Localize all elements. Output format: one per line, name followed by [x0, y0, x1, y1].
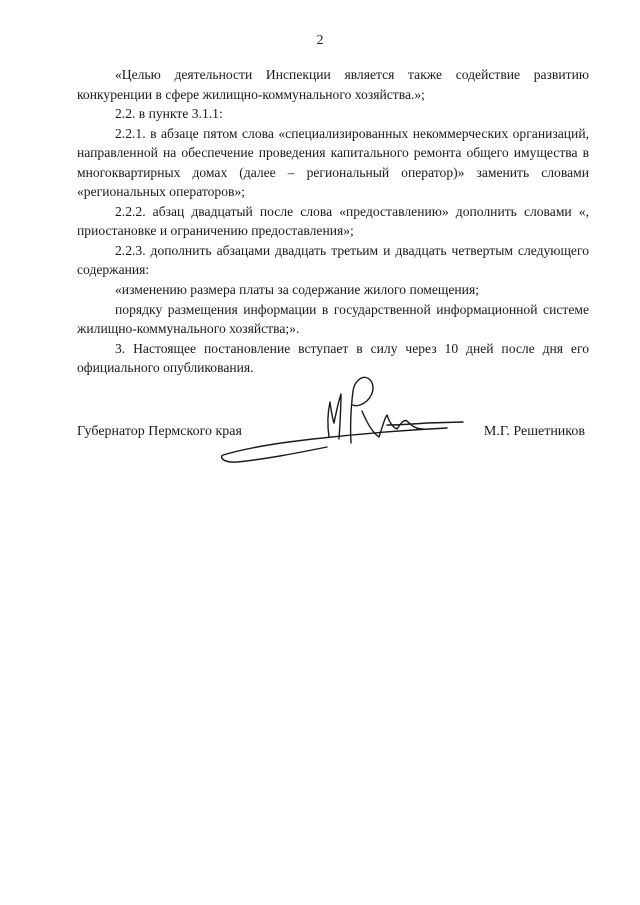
paragraph-inspection-goal: «Целью деятельности Инспекции является также содействие развитию конкуренции в сфере жилищно-коммунального хозяйства.»;	[77, 67, 589, 102]
paragraph-2-2-2: 2.2.2. абзац двадцатый после слова «предоставлению» дополнить словами «, приостановке и ограничению предоставления»;	[77, 203, 589, 239]
signatory-role: Губернатор Пермского края	[77, 424, 242, 439]
handwritten-signature	[217, 365, 517, 475]
document-body	[77, 65, 589, 378]
paragraph-2-2-1: 2.2.1. в абзаце пятом слова «специализированных некоммерческих организаций, направленной на обеспечение проведения капитального ремонта общего имущества в многоквартирных домах (далее – региональный оператор)» заменить словами «региональных операторов»;	[77, 125, 589, 200]
signature-block	[77, 415, 589, 475]
signatory-name: М.Г. Решетников	[483, 424, 585, 439]
paragraph-2-2-3: 2.2.3. дополнить абзацами двадцать третьим и двадцать четвертым следующего содержания:	[77, 242, 589, 278]
page-number: 2	[316, 33, 324, 48]
paragraph-info-system: порядку размещения информации в государственной информационной системе жилищно-коммунального хозяйства;».	[77, 301, 589, 337]
paragraph-effective-date: 3. Настоящее постановление вступает в силу через 10 дней после дня его официального опубликования.	[77, 340, 589, 376]
paragraph-fee-change: «изменению размера платы за содержание жилого помещения;	[115, 282, 479, 298]
paragraph-2-2: 2.2. в пункте 3.1.1:	[115, 106, 223, 122]
